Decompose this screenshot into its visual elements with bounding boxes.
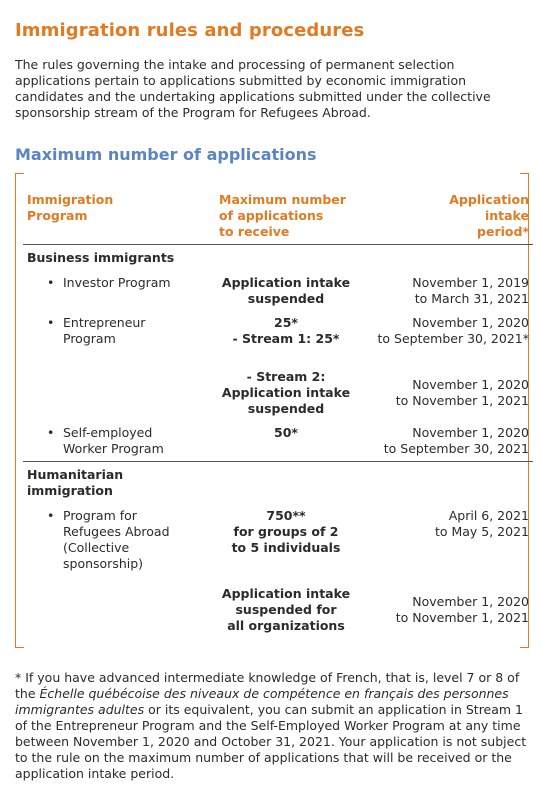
bullet: • — [47, 275, 55, 290]
table-row-investor: • Investor Program Application intake suspended November 1, 2019 to March 31, 2021 — [47, 275, 529, 306]
header-program: Immigration Program — [27, 192, 114, 223]
bullet: • — [47, 315, 55, 330]
group-row-business: Business immigrants — [27, 250, 175, 265]
table-row-entrepreneur-stream2: - Stream 2: Application intake suspended November 1, 2020 to November 1, 2021 — [221, 369, 529, 416]
frame-top-gap — [24, 173, 520, 175]
table-header-row — [23, 190, 533, 245]
table-row-refugees-all-orgs: Application intake suspended for all organizations November 1, 2020 to November 1, 2021 — [221, 586, 529, 633]
table-row-selfemployed: • Self-employed Worker Program 50* November 1, 2020 to September 30, 2021 — [23, 421, 533, 462]
table-row-refugees: • Program for Refugees Abroad (Collective sponsorship) 750** for groups of 2 to 5 individuals April 6, 2021 to May 5, 2021 — [47, 508, 529, 571]
section-title: Maximum number of applications — [15, 145, 317, 164]
applications-table — [23, 190, 533, 638]
page-title: Immigration rules and procedures — [15, 20, 365, 41]
header-period: Application intake period* — [449, 192, 529, 239]
header-max: Maximum number of applications to receive — [219, 192, 346, 239]
frame-bottom-gap — [24, 646, 520, 648]
intro-paragraph: The rules governing the intake and processing of permanent selection applications pertain to applications submitted by economic immigration candidates and the undertaking applications submitted under the collective sponsorship stream of the Program for Refugees Abroad. — [15, 57, 491, 120]
group-row-humanitarian: Humanitarian immigration — [27, 467, 124, 498]
footnote: * If you have advanced intermediate knowledge of French, that is, level 7 or 8 of the Échelle québécoise des niveaux de compétence en français des personnes immigrantes adultes or its equivalent, you can submit an application in Stream 1 of the Entrepreneur Program and the Self-Employed Worker Program at any time between November 1, 2020 and October 31, 2021. Your application is not subject to the rule on the maximum number of applications that will be received or the application intake period. — [15, 670, 527, 781]
table-row-entrepreneur: • Entrepreneur Program 25* - Stream 1: 25* November 1, 2020 to September 30, 2021* — [47, 315, 529, 346]
bullet: • — [47, 425, 55, 440]
bullet: • — [47, 508, 55, 523]
